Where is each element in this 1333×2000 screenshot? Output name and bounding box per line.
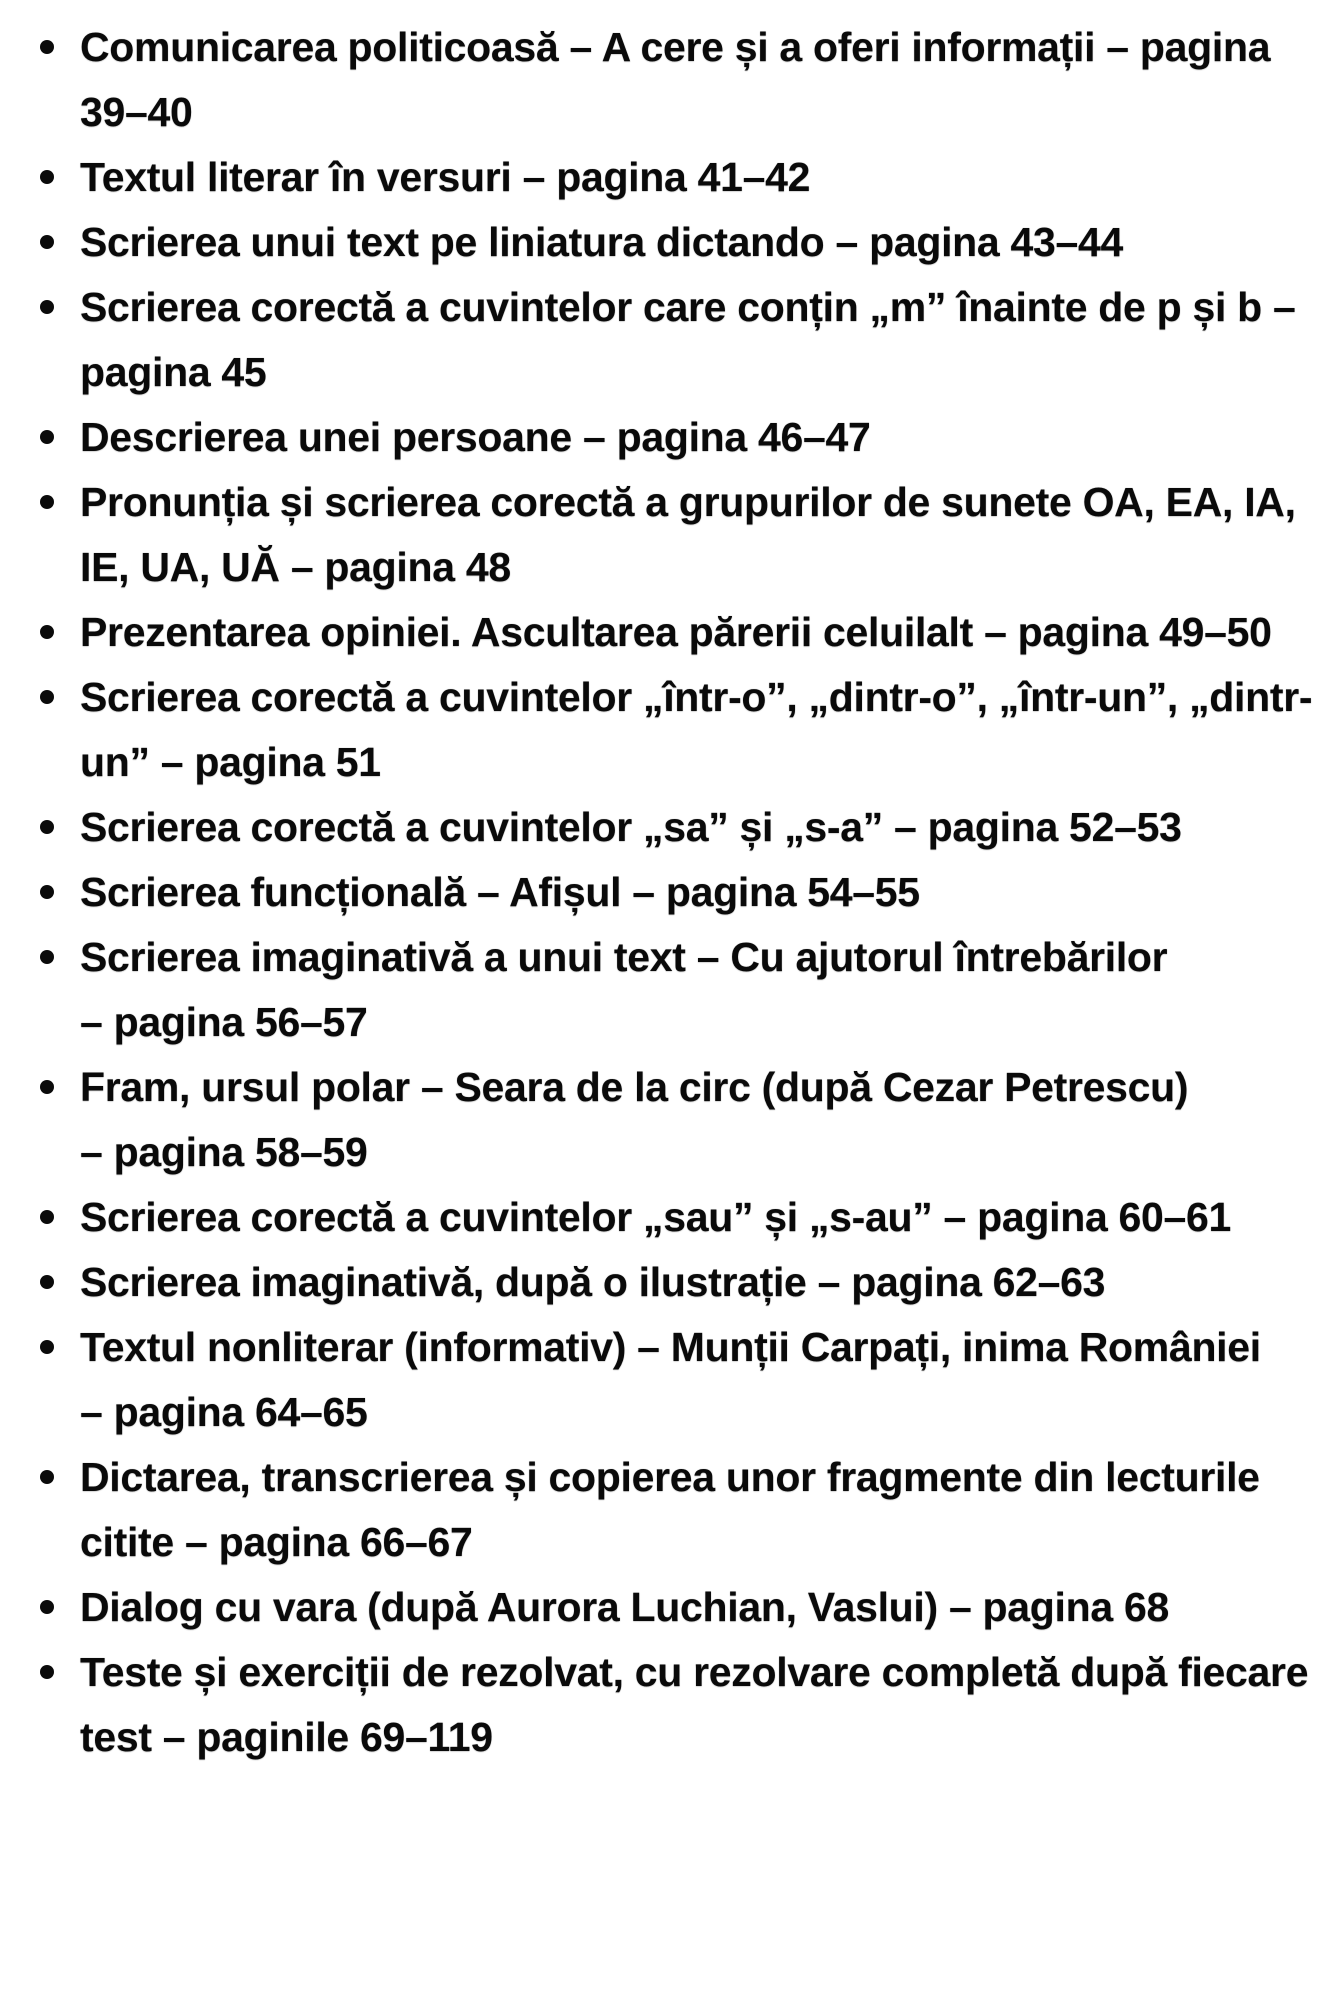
bullet-icon — [40, 40, 54, 54]
bullet-icon — [40, 950, 54, 964]
list-item — [0, 860, 1333, 925]
list-item — [0, 600, 1333, 665]
bullet-icon — [40, 1470, 54, 1484]
item-text: Scrierea corectă a cuvintelor „sau” și „s-au” – pagina 60–61 — [80, 1194, 1232, 1240]
list-item — [0, 1640, 1333, 1770]
item-text: Pronunția și scrierea corectă a grupurilor de sunete OA, EA, IA, — [80, 479, 1296, 525]
item-text-continuation: citite – pagina 66–67 — [80, 1519, 473, 1565]
list-item — [0, 275, 1333, 405]
item-text: Teste și exerciții de rezolvat, cu rezolvare completă după fiecare — [80, 1649, 1309, 1695]
item-text-continuation: – pagina 56–57 — [80, 999, 368, 1045]
bullet-icon — [40, 1080, 54, 1094]
item-text-continuation: pagina 45 — [80, 349, 267, 395]
item-text: Scrierea funcțională – Afișul – pagina 54–55 — [80, 869, 920, 915]
item-text: Textul nonliterar (informativ) – Munții Carpați, inima României — [80, 1324, 1261, 1370]
bullet-icon — [40, 1275, 54, 1289]
bullet-icon — [40, 1340, 54, 1354]
bullet-icon — [40, 1600, 54, 1614]
bullet-icon — [40, 170, 54, 184]
item-text: Scrierea corectă a cuvintelor „într-o”, „dintr-o”, „într-un”, „dintr- — [80, 674, 1313, 720]
list-item — [0, 1315, 1333, 1445]
item-text: Scrierea corectă a cuvintelor „sa” și „s-a” – pagina 52–53 — [80, 804, 1182, 850]
list-item — [0, 665, 1333, 795]
list-item — [0, 1575, 1333, 1640]
item-text: Scrierea imaginativă, după o ilustrație – pagina 62–63 — [80, 1259, 1106, 1305]
toc-list — [0, 15, 1333, 1770]
list-item — [0, 795, 1333, 860]
item-text: Descrierea unei persoane – pagina 46–47 — [80, 414, 871, 460]
list-item — [0, 405, 1333, 470]
item-text-continuation: un” – pagina 51 — [80, 739, 381, 785]
bullet-icon — [40, 495, 54, 509]
item-text-continuation: test – paginile 69–119 — [80, 1714, 493, 1760]
bullet-icon — [40, 300, 54, 314]
bullet-icon — [40, 235, 54, 249]
bullet-icon — [40, 690, 54, 704]
bullet-icon — [40, 430, 54, 444]
item-text-continuation: 39–40 — [80, 89, 193, 135]
item-text: Prezentarea opiniei. Ascultarea părerii celuilalt – pagina 49–50 — [80, 609, 1272, 655]
item-text: Fram, ursul polar – Seara de la circ (după Cezar Petrescu) — [80, 1064, 1189, 1110]
list-item — [0, 1185, 1333, 1250]
item-text-continuation: IE, UA, UĂ – pagina 48 — [80, 544, 511, 590]
item-text: Dialog cu vara (după Aurora Luchian, Vaslui) – pagina 68 — [80, 1584, 1169, 1630]
item-text: Comunicarea politicoasă – A cere și a oferi informații – pagina — [80, 24, 1271, 70]
item-text: Textul literar în versuri – pagina 41–42 — [80, 154, 811, 200]
bullet-icon — [40, 885, 54, 899]
list-item — [0, 1250, 1333, 1315]
bullet-icon — [40, 625, 54, 639]
item-text: Scrierea imaginativă a unui text – Cu ajutorul întrebărilor — [80, 934, 1168, 980]
list-item — [0, 15, 1333, 145]
item-text-continuation: – pagina 58–59 — [80, 1129, 368, 1175]
item-text: Scrierea corectă a cuvintelor care conțin „m” înainte de p și b – — [80, 284, 1296, 330]
list-item — [0, 1055, 1333, 1185]
bullet-icon — [40, 1210, 54, 1224]
item-text: Dictarea, transcrierea și copierea unor fragmente din lecturile — [80, 1454, 1260, 1500]
item-text-continuation: – pagina 64–65 — [80, 1389, 368, 1435]
list-item — [0, 470, 1333, 600]
list-item — [0, 1445, 1333, 1575]
item-text: Scrierea unui text pe liniatura dictando – pagina 43–44 — [80, 219, 1124, 265]
bullet-icon — [40, 1665, 54, 1679]
list-item — [0, 145, 1333, 210]
list-item — [0, 210, 1333, 275]
list-item — [0, 925, 1333, 1055]
bullet-icon — [40, 820, 54, 834]
